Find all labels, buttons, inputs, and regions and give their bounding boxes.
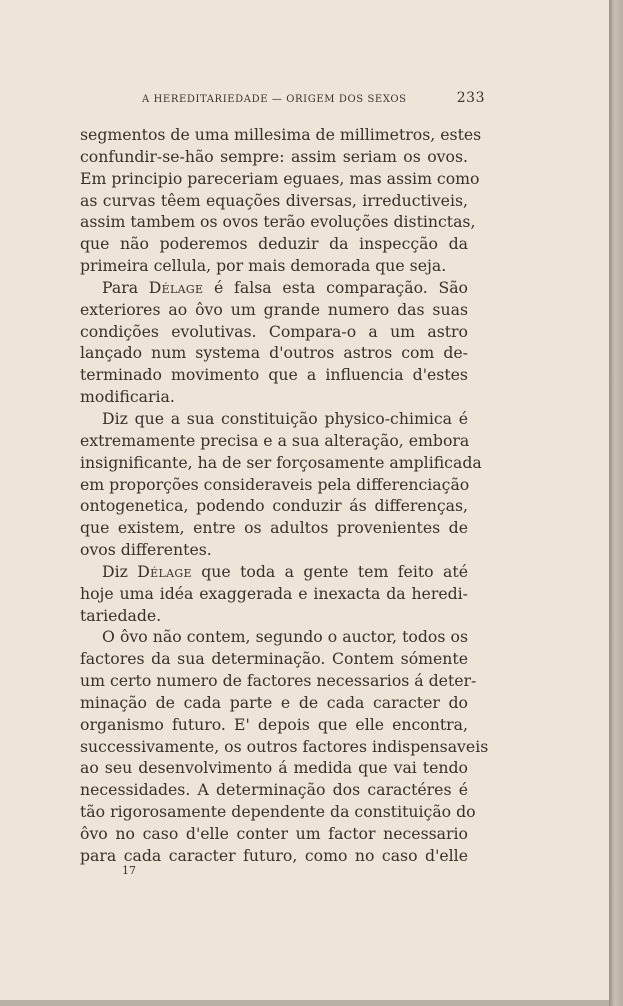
body-text [80, 124, 489, 867]
running-head [80, 92, 485, 108]
page-number: 233 [456, 90, 485, 106]
text-line: lançado num systema d'outros astros com de- [80, 343, 468, 363]
text-line: hoje uma idéa exaggerada e inexacta da heredi- [80, 583, 468, 603]
text-line: modificaria. [80, 387, 175, 407]
line-text: Diz [102, 561, 138, 581]
text-line: que existem, entre os adultos provenientes de [80, 518, 468, 538]
text-line: um certo numero de factores necessarios á deter- [80, 671, 477, 691]
line-text: é falsa esta comparação. São [203, 277, 468, 297]
text-line: assim tambem os ovos terão evoluções distinctas, [80, 212, 476, 232]
text-line: minação de cada parte e de cada caracter do [80, 692, 468, 712]
text-line: O ôvo não contem, segundo o auctor, todos os [102, 627, 468, 647]
text-line: ao seu desenvolvimento á medida que vai tendo [80, 758, 468, 778]
text-line: exteriores ao ôvo um grande numero das suas [80, 299, 468, 319]
text-line: ovos differentes. [80, 540, 212, 560]
text-line: insignificante, ha de ser forçosamente amplificada [80, 452, 482, 472]
text-line: segmentos de uma millesima de millimetros, estes [80, 125, 482, 144]
text-line: factores da sua determinação. Contem sómente [80, 649, 468, 669]
book-spine-edge [609, 0, 623, 1006]
author-name: Délage [137, 561, 192, 581]
text-line: extremamente precisa e a sua alteração, embora [80, 430, 470, 450]
text-line: primeira cellula, por mais demorada que seja. [80, 256, 447, 276]
author-name: Délage [148, 277, 204, 297]
text-line: Em principio pareceriam eguaes, mas assim como [80, 168, 480, 188]
text-line: ontogenetica, podendo conduzir ás differenças, [80, 496, 468, 516]
line-text: Para [102, 277, 149, 297]
text-line: Diz que a sua constituição physico-chimica é [102, 408, 468, 428]
text-line: organismo futuro. E' depois que elle encontra, [80, 714, 468, 734]
text-line: que não poderemos deduzir da inspecção da [80, 234, 468, 254]
line-text: que toda a gente tem feito até [191, 561, 468, 581]
text-line: terminado movimento que a influencia d'estes [80, 365, 468, 385]
signature-mark: 17 [122, 864, 136, 877]
text-line: condições evolutivas. Compara-o a um astro [80, 321, 468, 341]
text-line: successivamente, os outros factores indispensaveis [80, 736, 489, 756]
text-line: ôvo no caso d'elle conter um factor necessario [80, 824, 468, 843]
text-line: em proporções consideraveis pela differenciação [80, 474, 470, 494]
text-line: para cada caracter futuro, como no caso d'elle [80, 845, 468, 865]
text-line: as curvas têem equações diversas, irreductiveis, [80, 190, 468, 210]
text-line: tão rigorosamente dependente da constituição do [80, 802, 476, 822]
text-line [80, 277, 468, 299]
running-title: A HEREDITARIEDADE — ORIGEM DOS SEXOS [142, 94, 407, 105]
text-line [80, 561, 468, 583]
text-line: tariedade. [80, 605, 162, 625]
text-line: necessidades. A determinação dos caractéres é [80, 780, 468, 800]
text-line: confundir-se-hão sempre: assim seriam os ovos. [80, 146, 468, 166]
